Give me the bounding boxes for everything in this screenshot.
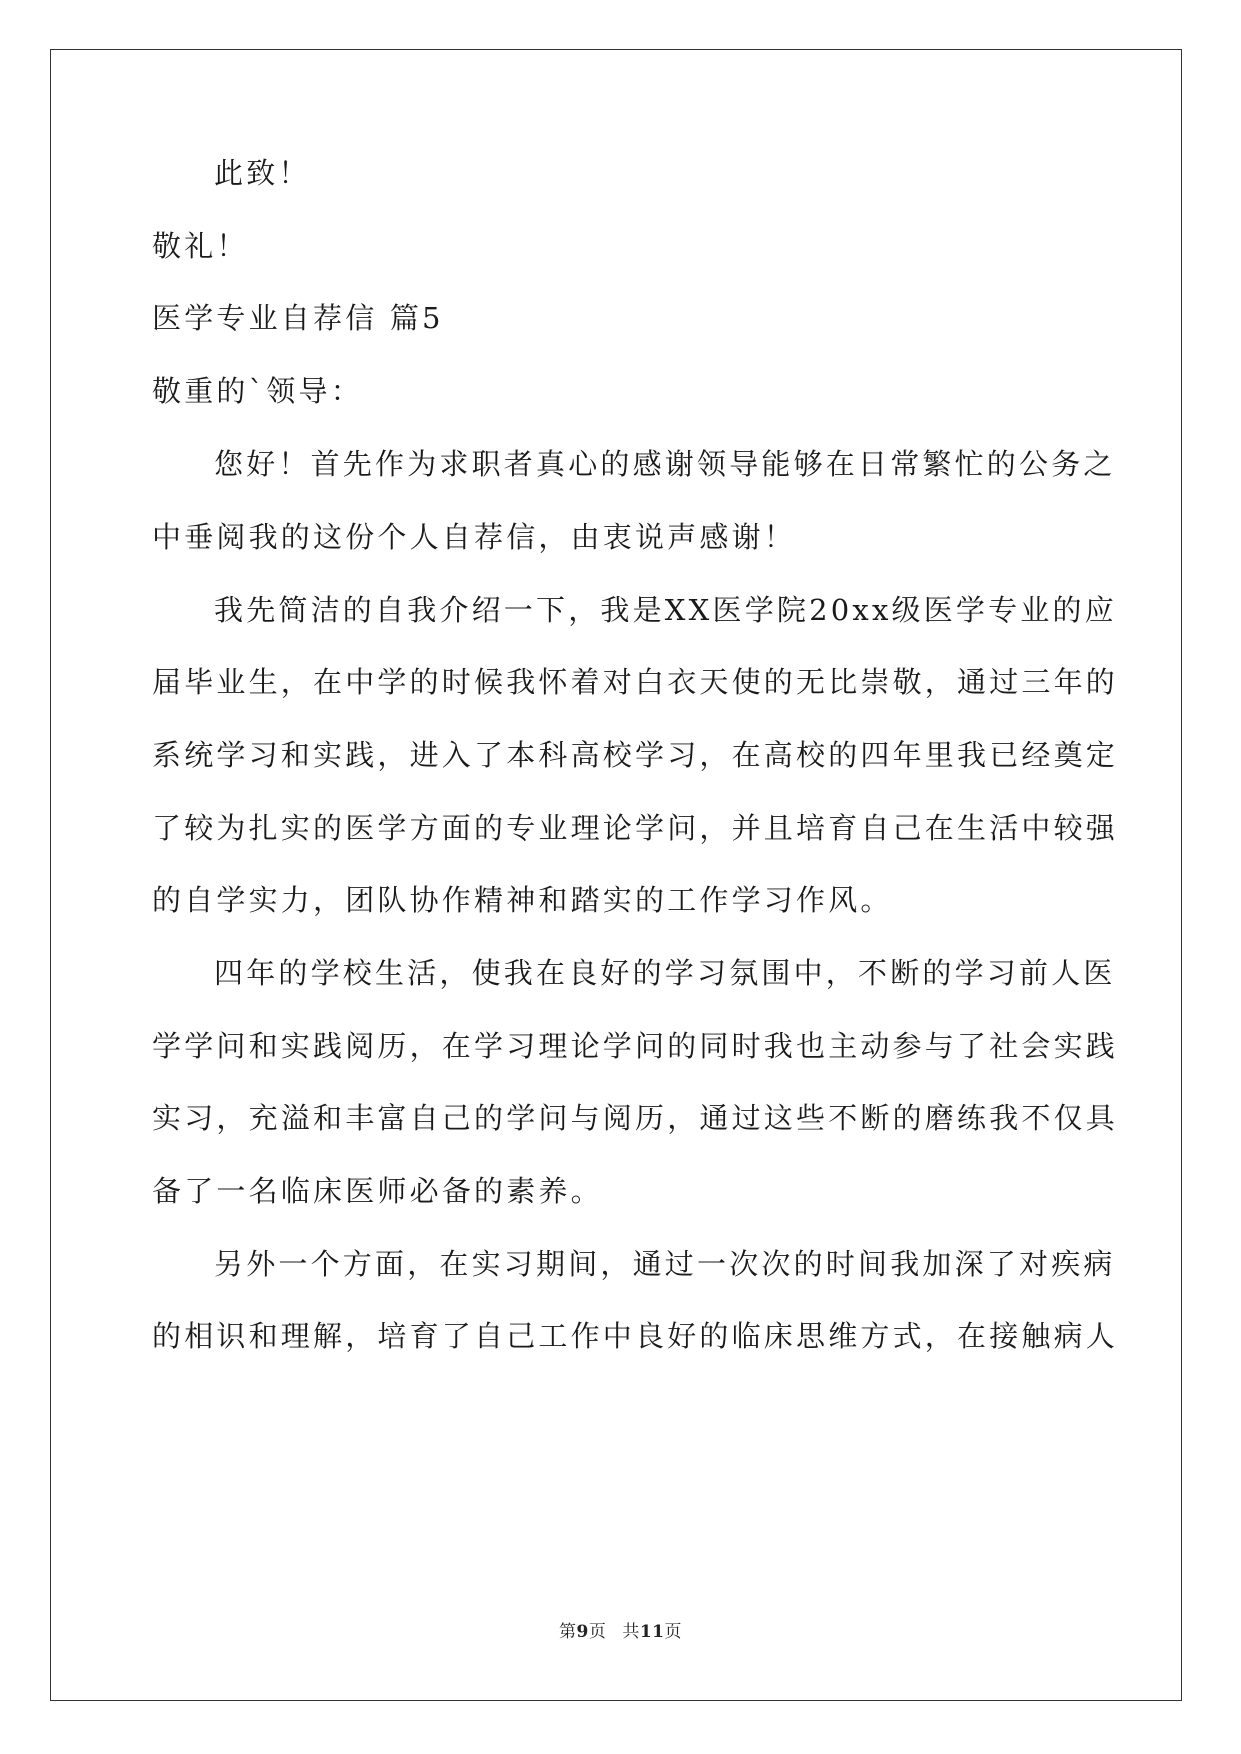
paragraph-line: 系统学习和实践，进入了本科高校学习，在高校的四年里我已经奠定 [152,738,1119,772]
footer-page-number: 9 [576,1622,589,1642]
closing-line: 此致！ [214,156,311,190]
paragraph-line: 学学问和实践阅历，在学习理论学问的同时我也主动参与了社会实践 [152,1029,1119,1063]
paragraph-line: 实习，充溢和丰富自己的学问与阅历，通过这些不断的磨练我不仅具 [152,1101,1119,1135]
paragraph-line: 的相识和理解，培育了自己工作中良好的临床思维方式，在接触病人 [152,1319,1119,1353]
paragraph-line: 届毕业生，在中学的时候我怀着对白衣天使的无比崇敬，通过三年的 [152,665,1119,699]
footer-total-prefix: 共 [622,1622,640,1642]
footer-total-pages: 11 [639,1622,665,1642]
paragraph-line: 四年的学校生活，使我在良好的学习氛围中，不断的学习前人医 [214,956,1116,990]
footer-page-suffix: 页 [588,1622,607,1642]
salutation-line: 敬礼！ [152,229,249,263]
page-footer [0,1620,1241,1644]
paragraph-line: 备了一名临床医师必备的素养。 [152,1174,603,1208]
greeting-line: 敬重的`领导： [152,374,363,408]
paragraph-line: 您好！首先作为求职者真心的感谢领导能够在日常繁忙的公务之 [214,447,1116,481]
paragraph-line: 的自学实力，团队协作精神和踏实的工作学习作风。 [152,883,893,917]
paragraph-line: 中垂阅我的这份个人自荐信，由衷说声感谢！ [152,520,797,554]
section-heading: 医学专业自荐信 篇5 [152,301,444,335]
footer-total-suffix: 页 [664,1622,682,1642]
paragraph-line: 另外一个方面，在实习期间，通过一次次的时间我加深了对疾病 [214,1247,1116,1281]
footer-prefix: 第 [558,1622,577,1642]
paragraph-line: 了较为扎实的医学方面的专业理论学问，并且培育自己在生活中较强 [152,811,1119,845]
paragraph-line: 我先简洁的自我介绍一下，我是XX医学院20xx级医学专业的应 [214,593,1117,627]
page-border [50,49,1182,1701]
